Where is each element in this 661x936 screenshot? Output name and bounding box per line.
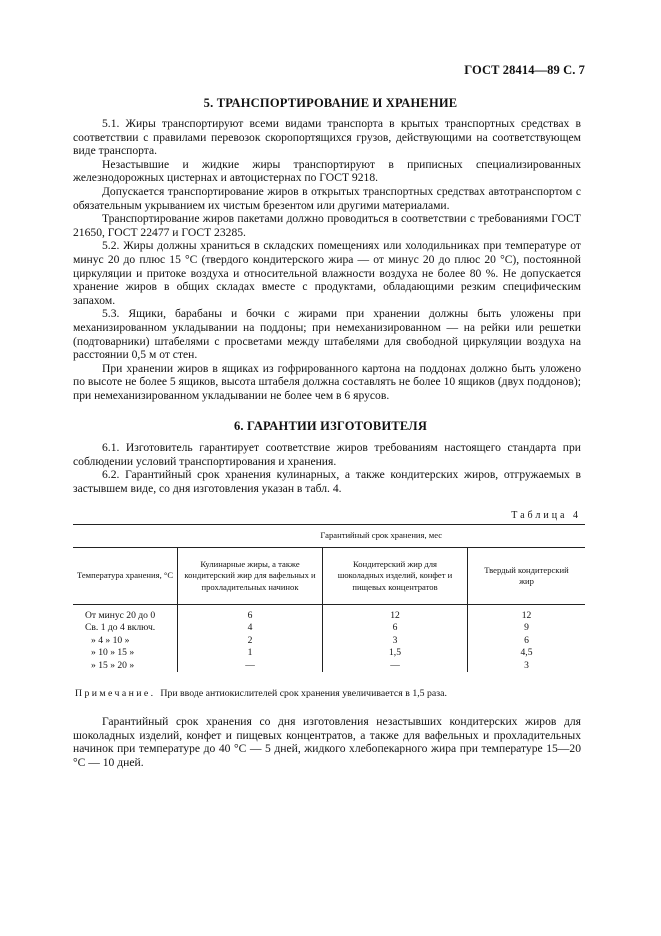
section-5-title: 5. ТРАНСПОРТИРОВАНИЕ И ХРАНЕНИЕ <box>203 96 458 110</box>
culinary-column <box>178 605 323 673</box>
table-cell: — <box>390 659 400 671</box>
table-cell: 3 <box>524 659 529 671</box>
table-cell: » 10 » 15 » <box>91 647 135 659</box>
table-cell: 3 <box>392 634 398 646</box>
paragraph: 5.2. Жиры должны храниться в складских помещениях или холодильниках при температуре от минус 20 до плюс 15 °С (твердого кондитерского жира — от минус 20 до плюс 20 °С), постоянной циркуляции и притоке воздуха и относительной влажности воздуха не более 80 %. Не допускается хранение жиров в общих складах вместе с продуктами, обладающими резким специфическим запахом. <box>73 239 581 307</box>
section-6-body <box>73 441 581 495</box>
table-cell: 12 <box>521 610 532 621</box>
table-cell: 4 <box>247 622 253 634</box>
paragraph: Незастывшие и жидкие жиры транспортируют в приписных специализированных железнодорожных цистернах и автоцистернах по ГОСТ 9218. <box>73 157 581 185</box>
col-header-temperature: Температура хранения, °С <box>73 548 178 605</box>
paragraph: 5.3. Ящики, барабаны и бочки с жирами при хранении должны быть уложены при механизированном укладывании на поддоны; при немеханизированном — на рейки или решетки (подтоварники) штабелями с просветами между штабелями для свободной циркуляции воздуха на расстоянии 0,5 м от стен. <box>73 307 581 362</box>
table-cell: 9 <box>524 622 529 634</box>
table-cell: 1 <box>247 647 253 659</box>
col-header-culinary: Кулинарные жиры, а также кондитерский жир для вафельных и прохладительных начинок <box>178 548 323 605</box>
table-cell: 6 <box>392 622 398 634</box>
chocolate-column <box>323 605 468 673</box>
section-5-body <box>73 117 581 402</box>
temperature-column <box>73 605 178 673</box>
table-cell: — <box>245 659 255 671</box>
table-cell: 6 <box>524 634 529 646</box>
table-group-header: Гарантийный срок хранения, мес <box>178 525 586 548</box>
solid-column <box>468 605 586 673</box>
paragraph: Транспортирование жиров пакетами должно проводиться в соответствии с требованиями ГОСТ 21650, ГОСТ 22477 и ГОСТ 23285. <box>73 212 581 239</box>
col-header-chocolate: Кондитерский жир для шоколадных изделий, конфет и пищевых концентратов <box>323 548 468 605</box>
paragraph: 5.1. Жиры транспортируют всеми видами транспорта в крытых транспортных средствах в соответствии с правилами перевозок скоропортящихся грузов, действующими на соответствующем виде транспорта. <box>73 117 581 158</box>
storage-table <box>73 524 585 672</box>
table-cell: » 15 » 20 » <box>91 659 135 671</box>
table-cell: 4,5 <box>520 647 533 659</box>
paragraph: 6.1. Изготовитель гарантирует соответствие жиров требованиям настоящего стандарта при соблюдении условий транспортирования и хранения. <box>73 441 581 468</box>
table-cell: 1,5 <box>389 647 401 659</box>
table-cell: 2 <box>247 634 253 646</box>
paragraph: При хранении жиров в ящиках из гофрированного картона на поддонах должно быть уложено по высоте не более 5 ящиков, высота штабеля должна составлять не более 10 ящиков (двух поддонов); при немеханизированном укладывании не более чем в 6 ярусов. <box>73 361 581 402</box>
table-label: Таблица 4 <box>511 510 581 521</box>
table-cell: От минус 20 до 0 <box>85 610 156 621</box>
table-cell: » 4 » 10 » <box>91 634 130 646</box>
final-section <box>73 715 581 769</box>
page-header: ГОСТ 28414—89 С. 7 <box>464 63 585 77</box>
paragraph: 6.2. Гарантийный срок хранения кулинарных, а также кондитерских жиров, отгружаемых в застывшем виде, со дня изготовления указан в табл. 4. <box>73 468 581 495</box>
paragraph: Гарантийный срок хранения со дня изготовления незастывших кондитерских жиров для шоколадных изделий, конфет и пищевых концентратов, а также для вафельных и прохладительных начинок при температуре до 40 °С — 5 дней, жидкого хлебопекарного жира при температуре 15—20 °С — 10 дней. <box>73 715 581 769</box>
col-header-solid: Твердый кондитерский жир <box>468 548 586 605</box>
table-cell: 6 <box>247 610 253 621</box>
note-text: При вводе антиокислителей срок хранения увеличивается в 1,5 раза. <box>160 688 447 699</box>
table-note <box>73 688 587 699</box>
paragraph: Допускается транспортирование жиров в открытых транспортных средствах автотранспортом с обязательным укрыванием их чистым брезентом или другими материалами. <box>73 184 581 212</box>
section-6-title: 6. ГАРАНТИИ ИЗГОТОВИТЕЛЯ <box>233 419 428 433</box>
note-label: Примечание. <box>75 688 156 699</box>
table-cell: Св. 1 до 4 включ. <box>85 622 156 634</box>
table-cell: 12 <box>390 610 400 621</box>
